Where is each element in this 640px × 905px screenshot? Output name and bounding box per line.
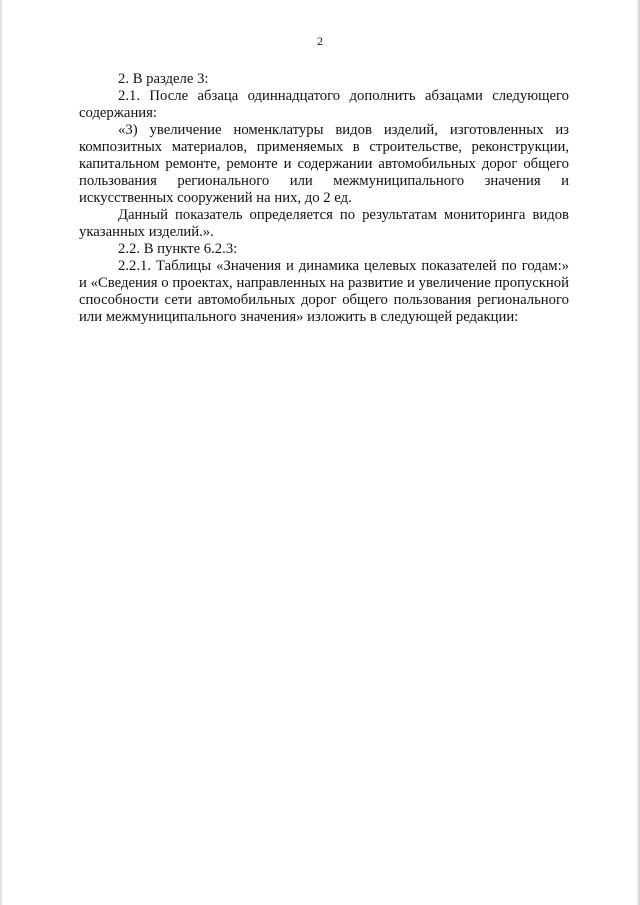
page-number: 2 xyxy=(317,34,323,48)
scan-edge-left xyxy=(0,0,3,905)
document-body xyxy=(79,71,569,326)
paragraph-indicator-note: Данный показатель определяется по результатам мониторинга видов указанных изделий.». xyxy=(79,207,569,240)
paragraph-2-2: 2.2. В пункте 6.2.3: xyxy=(118,241,238,257)
paragraph-item-3: «3) увеличение номенклатуры видов изделий, изготовленных из композитных материалов, применяемых в строительстве, реконструкции, капитальном ремонте, ремонте и содержании автомобильных дорог общего пользования регионального или межмуниципального значения и искусственных сооружений на них, до 2 ед. xyxy=(79,122,569,206)
paragraph-2-1: 2.1. После абзаца одиннадцатого дополнить абзацами следующего содержания: xyxy=(79,88,569,121)
paragraph-section-heading: 2. В разделе 3: xyxy=(118,71,209,87)
scan-edge-right xyxy=(636,0,640,905)
paragraph-2-2-1: 2.2.1. Таблицы «Значения и динамика целевых показателей по годам:» и «Сведения о проектах, направленных на развитие и увеличение пропускной способности сети автомобильных дорог общего пользования регионального или межмуниципального значения» изложить в следующей редакции: xyxy=(79,258,569,325)
